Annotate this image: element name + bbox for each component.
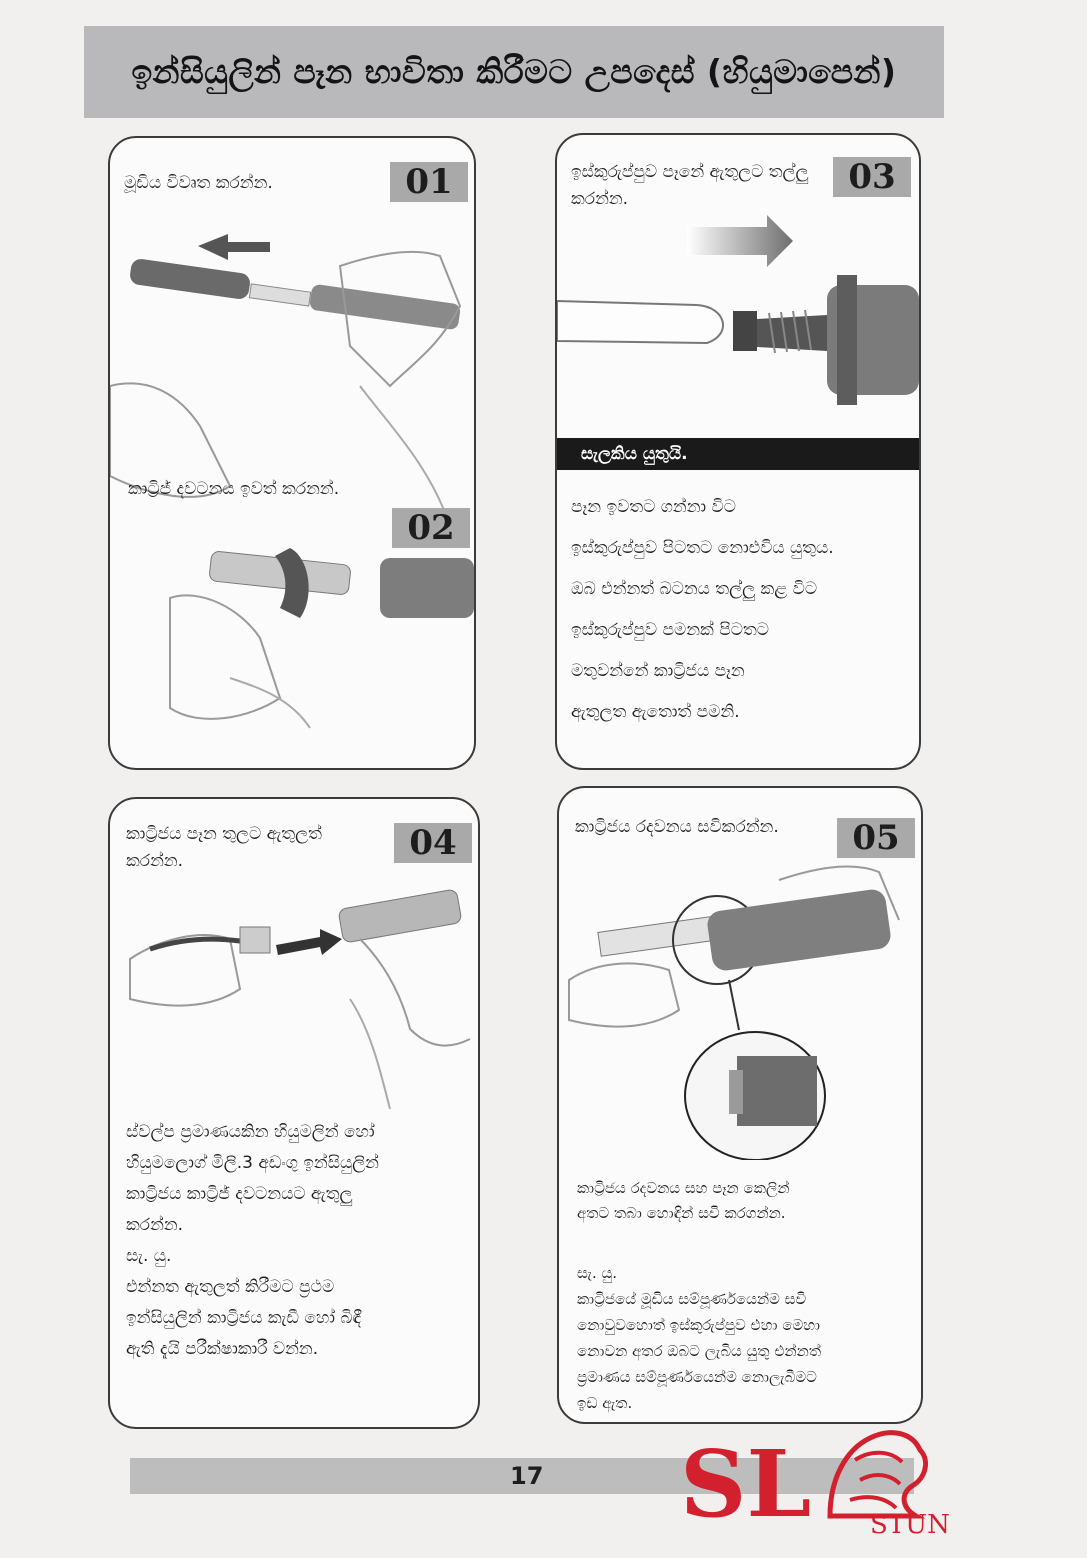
title-bar: [84, 26, 944, 118]
body-line: එන්නත ඇතුලත් කිරීමට ප්‍රථම: [126, 1277, 335, 1297]
insert-cartridge-illustration: [110, 879, 478, 1119]
note-line: ඉස්කුරුප්පුව පිටතට නොඑවිය යුතුය.: [571, 538, 834, 558]
step-03-caption: ඉස්කුරුප්පුව පෑනේ ඇතුලට තල්ලු කරන්න.: [571, 162, 809, 209]
body-line: ස්වල්ප ප්‍රමාණයකින හියුමලින් හෝ: [126, 1122, 375, 1142]
note-line: ඉස්කුරුප්පුව පමනක් පිටතට: [571, 620, 770, 640]
body-line: අතට තබා හොඳින් සවි කරගන්න.: [577, 1204, 786, 1222]
page-title: ඉන්සියුලින් පෑන භාවිතා කිරීමට උපදෙස් (හියුමාපෙන්): [131, 52, 897, 91]
body-line: ඉන්සියුලින් කාට්‍රිජය කැඩී හෝ බිඳී: [126, 1308, 362, 1328]
step-04-body: [126, 1117, 379, 1365]
note-line: ඔබ එන්නත් බටනය තල්ලු කළ විට: [571, 579, 818, 599]
note-line: ප්‍රමාණය සම්පූර්ණයෙන්ම නොලැබීමට: [577, 1368, 817, 1386]
note-line: මතුවන්නේ කාට්‍රිජය පෑන: [571, 661, 745, 681]
step-05-note: [577, 1260, 821, 1416]
important-note-heading: සැලකිය යුතුයි.: [557, 438, 919, 470]
note-line: නොවුවහොත් ඉස්කුරුප්පුව එහා මෙහා: [577, 1316, 820, 1334]
page-number: 17: [510, 1462, 544, 1490]
step-02-badge: 02: [392, 508, 470, 548]
body-line: කරන්න.: [126, 1215, 184, 1235]
panel-step-04: [108, 797, 480, 1429]
step-02-caption: කාට්‍රිජ් දවටනය ඉවත් කරනන්.: [128, 479, 340, 499]
step-05-caption: කාට්‍රිජය රදවනය සවිකරන්න.: [575, 817, 779, 837]
sl-stun-logo: [680, 1420, 970, 1540]
panel-steps-01-02: [108, 136, 476, 770]
note-line: පෑන ඉවතට ගන්නා විට: [571, 497, 736, 517]
attach-cartridge-holder-illustration: [559, 860, 921, 1160]
body-line: හියුමලොග් මිලි.3 අඩංගු ඉන්සියුලින්: [126, 1153, 379, 1173]
logo-subtext: STUN: [870, 1510, 950, 1540]
note-line: නොවන අතර ඔබට ලැබිය යුතු එන්නත්: [577, 1342, 822, 1360]
body-line: ඇති දැයි පරීක්ෂාකාරී වන්න.: [126, 1339, 319, 1359]
body-line: කාට්‍රිජය කාට්‍රිජ් දවටනයට ඇතුලු: [126, 1184, 353, 1204]
logo-text: SL: [680, 1430, 812, 1538]
step-04-badge: 04: [394, 823, 472, 863]
step-03-badge: 03: [833, 157, 911, 197]
cartridge-holder-removal-illustration: [110, 538, 474, 758]
push-screw-illustration: [557, 215, 919, 437]
body-line: සැ. යු.: [126, 1246, 172, 1266]
step-04-caption: කාට්‍රිජය පෑන තුලට ඇතුලත් කරන්න.: [126, 824, 322, 871]
note-line: ඉඩ ඇත.: [577, 1394, 633, 1412]
step-05-badge: 05: [837, 818, 915, 858]
panel-step-05: [557, 786, 923, 1424]
step-05-body: [577, 1176, 790, 1226]
step-03-note: [571, 487, 834, 733]
note-line: ඇතුලත ඇතොත් පමනි.: [571, 702, 740, 722]
step-01-caption: මූඩිය විවෘත කරන්න.: [124, 173, 273, 193]
panel-step-03: [555, 133, 921, 770]
body-line: කාට්‍රිජය රදවනය සහ පෑන කෙලින්: [577, 1179, 790, 1197]
note-line: කාට්‍රිජයේ මූඩිය සම්පූර්ණයෙන්ම සවි: [577, 1290, 807, 1308]
step-01-badge: 01: [390, 162, 468, 202]
note-line: සැ. යු.: [577, 1264, 618, 1282]
